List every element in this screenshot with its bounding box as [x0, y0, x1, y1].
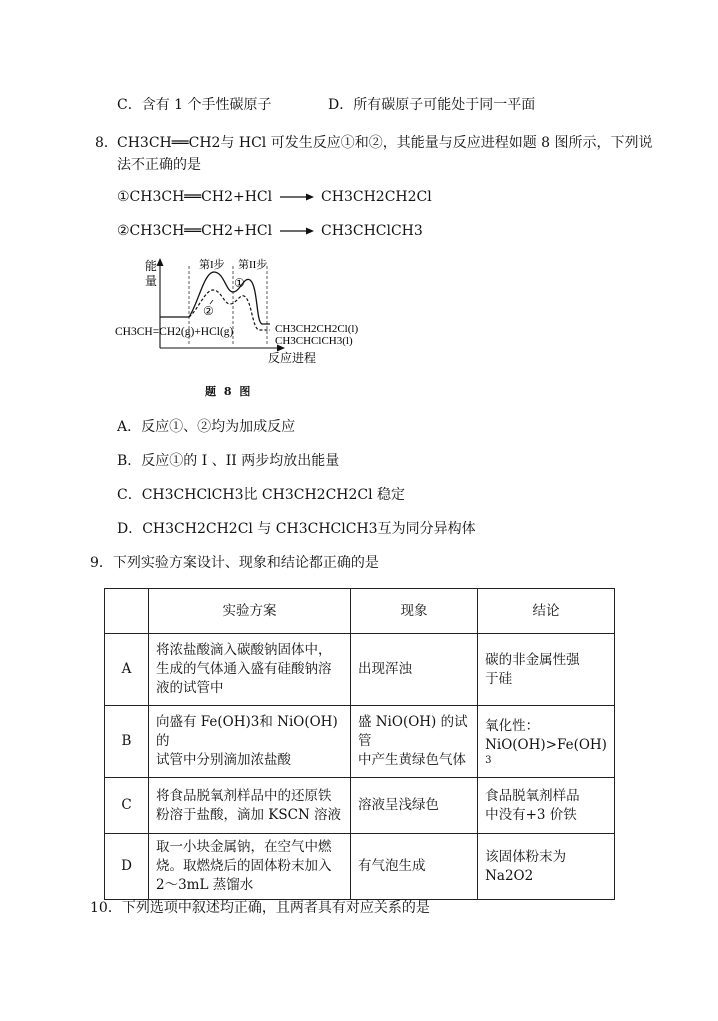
conclusion-line: 于硅: [485, 670, 513, 687]
plan-line: 将食品脱氧剂样品中的还原铁: [155, 787, 332, 804]
q8-stem-line1: CH3CH══CH2与 HCl 可发生反应①和②，其能量与反应进程如题 8 图所示，下列说: [117, 135, 653, 151]
row-phenomenon: [350, 706, 477, 778]
table-row: [105, 706, 615, 778]
row-plan: [148, 706, 350, 778]
row-label: A: [105, 634, 149, 706]
row-label: D: [105, 834, 149, 900]
q8-reaction-1: [117, 187, 432, 207]
q8-number: 8．: [95, 135, 118, 151]
y-axis-label-2: 量: [145, 274, 158, 288]
header-conclusion: 结论: [478, 589, 615, 634]
row-conclusion: [478, 834, 615, 900]
y-axis-label-1: 能: [145, 259, 158, 273]
energy-diagram: [110, 254, 380, 376]
reaction-1-product: CH3CH2CH2Cl: [321, 189, 432, 205]
plan-line: 液的试管中: [155, 680, 224, 696]
curve-1-mark: ①: [234, 276, 245, 290]
table-row: [105, 778, 615, 834]
plan-line: 粉溶于盐酸，滴加 KSCN 溶液: [155, 806, 342, 823]
phenomenon-line: 中产生黄绿色气体: [357, 752, 466, 768]
row-phenomenon: 有气泡生成: [350, 834, 477, 900]
reaction-2-reactants: ②CH3CH══CH2+HCl: [117, 223, 273, 239]
table-header-row: [105, 589, 615, 634]
x-axis-label: 反应进程: [268, 351, 317, 365]
q8-stem-line2: 法不正确的是: [117, 157, 201, 173]
step-1-label: 第I步: [199, 259, 225, 271]
conclusion-line: 该固体粉末为: [485, 848, 567, 865]
row-phenomenon: 出现浑浊: [350, 634, 477, 706]
reaction-1-reactants: ①CH3CH══CH2+HCl: [117, 189, 273, 205]
plan-line: 向盛有 Fe(OH)3和 NiO(OH) 的: [155, 714, 338, 749]
q8-option-a: A．反应①、②均为加成反应: [117, 419, 296, 435]
plan-line: 将浓盐酸滴入碳酸钠固体中，: [155, 642, 332, 658]
row-plan: [148, 778, 350, 834]
arrow-right-icon: [279, 225, 315, 237]
conclusion-line: 碳的非金属性强: [485, 651, 580, 668]
q8-reaction-2: [117, 221, 423, 241]
row-phenomenon: 溶液呈浅绿色: [350, 778, 477, 834]
row-plan: [148, 634, 350, 706]
q8-option-c: C．CH3CHClCH3比 CH3CH2CH2Cl 稳定: [117, 487, 406, 503]
header-blank: [105, 589, 149, 634]
q7-option-c: C．含有 1 个手性碳原子: [117, 97, 272, 113]
header-phenomenon: 现象: [350, 589, 477, 634]
plan-line: 生成的气体通入盛有硅酸钠溶: [155, 661, 332, 677]
arrow-right-icon: [279, 191, 315, 203]
y-axis-arrow-icon: [157, 258, 164, 266]
reactants-label: CH3CH=CH2(g)+HCl(g): [115, 326, 234, 338]
plan-line: 取一小块金属钠，在空气中燃: [155, 839, 332, 855]
conclusion-line: 中没有+3 价铁: [485, 806, 577, 823]
q8-option-d: D．CH3CH2CH2Cl 与 CH3CHClCH3互为同分异构体: [117, 521, 476, 537]
figure-caption: 题 8 图: [205, 385, 253, 398]
phenomenon-line: 盛 NiO(OH) 的试管: [357, 714, 468, 749]
table-row: [105, 634, 615, 706]
plan-line: 2～3mL 蒸馏水: [155, 877, 254, 893]
product-1-label: CH3CH2CH2Cl(l): [275, 323, 359, 335]
header-plan: 实验方案: [148, 589, 350, 634]
conclusion-line: 氧化性：: [485, 717, 540, 734]
row-label: C: [105, 778, 149, 834]
conclusion-line: Na2O2: [485, 867, 534, 884]
q10-stem: 10．下列选项中叙述均正确，且两者具有对应关系的是: [90, 900, 430, 916]
step-2-label: 第II步: [238, 259, 268, 271]
q8-option-b: B．反应①的 I 、II 两步均放出能量: [117, 453, 340, 469]
row-conclusion: [478, 706, 615, 778]
reaction-2-product: CH3CHClCH3: [321, 223, 423, 239]
row-label: B: [105, 706, 149, 778]
row-conclusion: [478, 778, 615, 834]
row-conclusion: [478, 634, 615, 706]
plan-line: 烧。取燃烧后的固体粉末加入: [155, 858, 332, 874]
plan-line: 试管中分别滴加浓盐酸: [155, 752, 291, 768]
conclusion-line: 3: [485, 754, 492, 766]
conclusion-line: 食品脱氧剂样品: [485, 787, 580, 804]
q7-option-d: D．所有碳原子可能处于同一平面: [328, 97, 536, 113]
experiment-table: [104, 588, 615, 900]
table-row: [105, 834, 615, 900]
curve-2-mark: ②: [203, 304, 214, 318]
q9-stem: 9．下列实验方案设计、现象和结论都正确的是: [90, 555, 379, 571]
product-2-label: CH3CHClCH3(l): [275, 335, 353, 347]
row-plan: [148, 834, 350, 900]
curve-1: [189, 272, 270, 324]
conclusion-line: NiO(OH)>Fe(OH): [485, 736, 607, 753]
